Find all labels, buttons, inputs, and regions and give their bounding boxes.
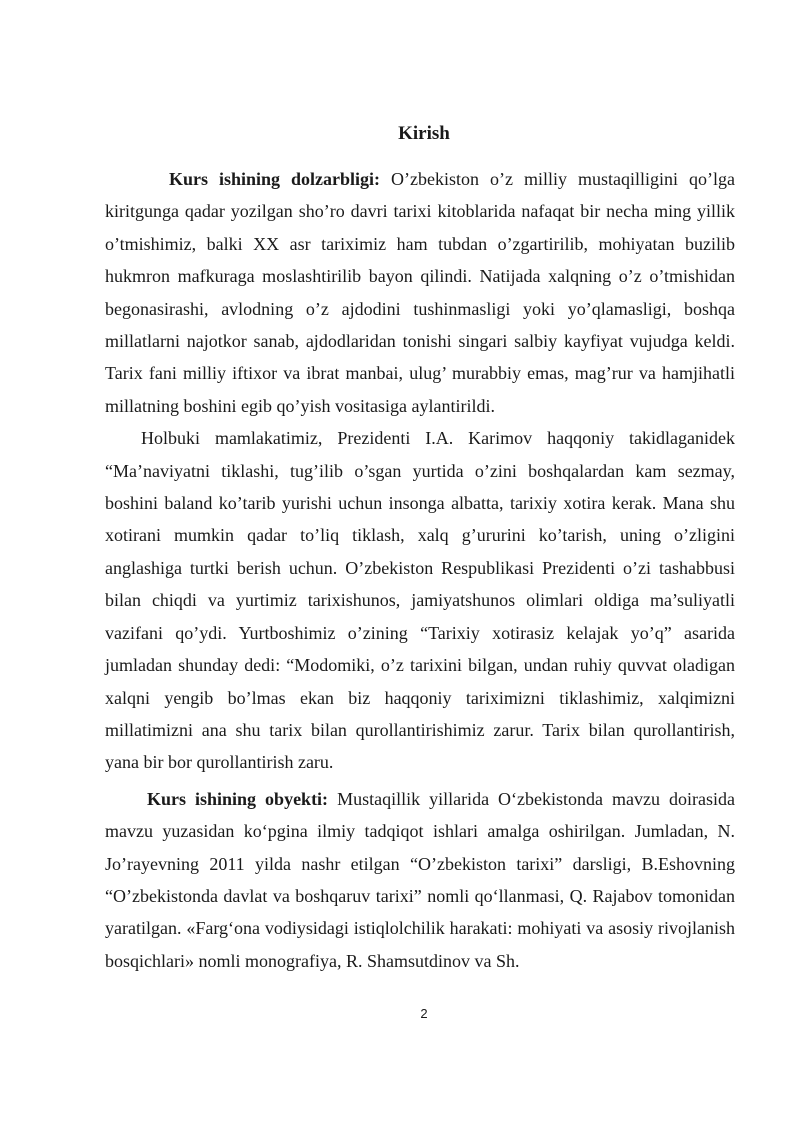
paragraph-text: Mustaqillik yillarida O‘zbekistonda mavzu doirasida mavzu yuzasidan ko‘pgina ilmiy tadqiqot ishlari amalga oshirilgan. Jumladan, N. Jo’rayevning 2011 yilda nashr etilgan “O’zbekiston tarixi” darsligi, B.Eshovning “O’zbekistonda davlat va boshqaruv tarixi” nomli qo‘llanmasi, Q. Rajabov tomonidan yaratilgan. «Farg‘ona vodiysidagi istiqlolchilik harakati: mohiyati va asosiy rivojlanish bosqichlari» nomli monografiya, R. Shamsutdinov va Sh.: [105, 788, 735, 971]
document-body: [105, 163, 735, 977]
paragraph-text: Holbuki mamlakatimiz, Prezidenti I.A. Karimov haqqoniy takidlaganidek “Ma’naviyatni tiklashi, tug’ilib o’sgan yurtida o’zini boshqalardan kam sezmay, boshini baland ko’tarib yurishi uchun insonga albatta, tarixiy xotira kerak. Mana shu xotirani mumkin qadar to’liq tiklash, xalq g’ururini ko’tarish, uning o’zligini anglashiga turtki berish uchun. O’zbekiston Respublikasi Prezidenti o’zi tashabbusi bilan chiqdi va yurtimiz tarixishunos, jamiyatshunos olimlari oldiga ma’suliyatli vazifani qo’ydi. Yurtboshimiz o’zining “Tarixiy xotirasiz kelajak yo’q” asarida jumladan shunday dedi: “Modomiki, o’z tarixini bilgan, undan ruhiy quvvat oladigan xalqni yengib bo’lmas ekan biz haqqoniy tariximizni tiklashimiz, xalqimizni millatimizni ana shu tarix bilan qurollantirishimiz zarur. Tarix bilan qurollantirish, yana bir bor qurollantirish zaru.: [105, 428, 735, 773]
paragraph-relevance: [105, 163, 735, 422]
page-number: 2: [420, 1006, 428, 1021]
paragraph-quote: [105, 422, 735, 778]
page-title: Kirish: [398, 123, 450, 144]
paragraph-lead: Kurs ishining obyekti:: [147, 788, 329, 809]
paragraph-text: O’zbekiston o’z milliy mustaqilligini qo’lga kiritgunga qadar yozilgan sho’ro davri tarixi kitoblarida nafaqat bir necha ming yillik o’tmishimiz, balki XX asr tariximiz ham tubdan o’zgartirilib, mohiyatan buzilib hukmron mafkuraga moslashtirilib bayon qilindi. Natijada xalqning o’z o’tmishidan begonasirashi, avlodning o’z ajdodini tushinmasligi yoki yo’qlamasligi, boshqa millatlarni najotkor sanab, ajdodlaridan tonishi singari salbiy kayfiyat vujudga keldi. Tarix fani milliy iftixor va ibrat manbai, ulug’ murabbiy emas, mag’rur va hamjihatli millatning boshini egib qo’yish vositasiga aylantirildi.: [105, 169, 735, 416]
paragraph-lead: Kurs ishining dolzarbligi:: [169, 169, 381, 189]
paragraph-object: [105, 783, 735, 977]
